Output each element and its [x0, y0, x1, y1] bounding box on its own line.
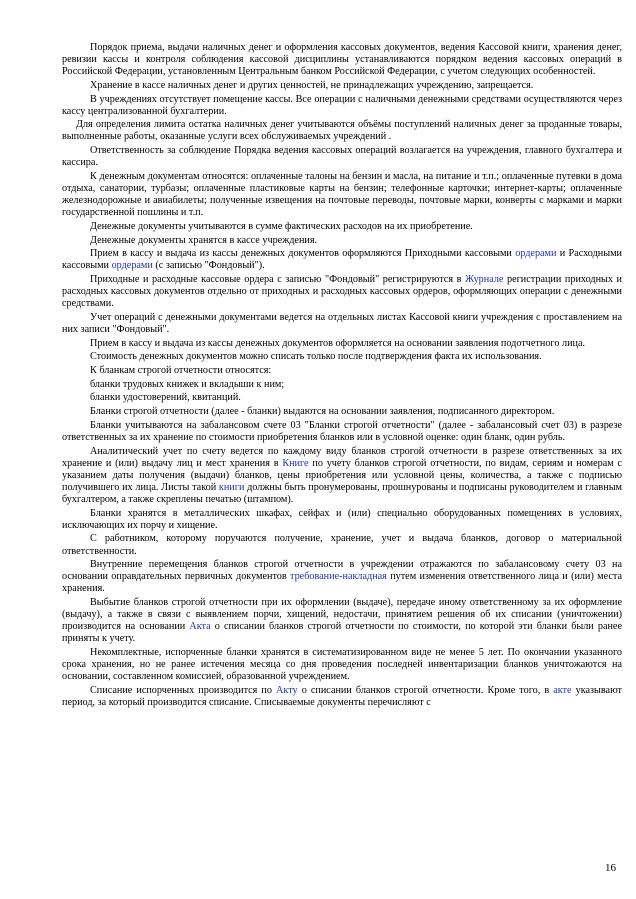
paragraph-off-balance-account: Бланки учитываются на забалансовом счете 03 "Бланки строгой отчетности" (далее - забалансовый счет 03) в разрезе ответственных за их хранение по стоимости приобретения бланков или в условной оценке: один бланк, один рубль. [62, 419, 622, 443]
page-number: 16 [605, 862, 616, 874]
document-body [62, 42, 622, 709]
text-fragment: указывают период, за который производится списание. Списываемые документы перечисляют с [62, 684, 623, 709]
link-act[interactable]: Акта [189, 621, 211, 633]
text-fragment: о списании бланков строгой отчетности. Кроме того, в [297, 684, 554, 696]
link-expense-orders[interactable]: ордерами [111, 260, 153, 272]
text-fragment: о списании бланков строгой отчетности по стоимости, по которой эти бланки были ранее приняты к учету. [62, 621, 622, 645]
link-receipt-orders[interactable]: ордерами [515, 248, 557, 260]
text-fragment: Внутренние перемещения бланков строгой отчетности в учреждении отражаются по забалансовому счету 03 на основании оправдательных первичных документов [62, 559, 622, 583]
paragraph-responsibility: Ответственность за соблюдение Порядка ведения кассовых операций возлагается на учреждения, главного бухгалтера и кассира. [62, 145, 622, 169]
paragraph-forms-storage: Бланки хранятся в металлических шкафах, сейфах и (или) специально оборудованных помещениях в условиях, исключающих их порчу и хищение. [62, 507, 622, 531]
paragraph-money-documents-storage: Денежные документы хранятся в кассе учреждения. [90, 234, 318, 246]
paragraph-cash-book-sheets: Учет операций с денежными документами ведется на отдельных листах Кассовой книги учреждения с проставлением на них записи "Фондовый". [62, 311, 622, 335]
text-fragment: Списание испорченных производится по [90, 684, 277, 696]
link-book[interactable]: книги [218, 481, 245, 493]
paragraph-strict-forms-intro: К бланкам строгой отчетности относятся: [90, 365, 272, 377]
paragraph-internal-transfers [62, 559, 622, 595]
link-write-off-act[interactable]: Акту [276, 684, 298, 696]
text-fragment: (с записью "Фондовый"). [152, 260, 265, 272]
text-fragment: Выбытие бланков строгой отчетности при их оформлении (выдаче), передаче иному ответственному за их оформление (выдачу), а также в связи с выявлением порчи, хищений, недостачи, принятием решения об их списании (уничтожении) производится на основании [62, 597, 622, 633]
paragraph-no-cash-room: В учреждениях отсутствует помещение кассы. Все операции с наличными денежными средствами осуществляются через кассу централизованной бухгалтерии. [62, 93, 622, 117]
paragraph-forms-issuance: Бланки строгой отчетности (далее - бланки) выдаются на основании заявления, подписанного директором. [90, 406, 555, 418]
link-requisition-invoice[interactable]: требование-накладная [290, 571, 387, 583]
list-item-work-books: бланки трудовых книжек и вкладыши к ним; [90, 378, 285, 390]
paragraph-cash-procedure: Порядок приема, выдачи наличных денег и оформления кассовых документов, ведения Кассовой книги, хранения денег, ревизии кассы и контроля соблюдения кассовой дисциплины устанавливаются порядком ведения кассовых операций в Российской Федерации, установленным Центральным банком Российской Федерации, с учетом следующих особенностей. [62, 42, 622, 78]
paragraph-damaged-forms: Некомплектные, испорченные бланки хранятся в систематизированном виде не менее 5 лет. По окончании указанного срока хранения, но не ранее истечения месяца со дня проведения последней инвентаризации бланков уничтожаются на основании, составленном комиссией, образованной учреждением. [62, 647, 622, 683]
paragraph-money-documents-list: К денежным документам относятся: оплаченные талоны на бензин и масла, на питание и т.п.; оплаченные путевки в дома отдыха, санатории, турбазы; оплаченные пластиковые карты на бензин; телефонные карточки; интернет-карты; оплаченные железнодорожные и авиабилеты; полученные извещения на почтовые переводы, почтовые марки, конверты с марками и марки государственной пошлины и т.п. [62, 170, 622, 219]
paragraph-cash-limit: Для определения лимита остатка наличных денег учитываются объёмы поступлений наличных денег за проданные товары, выполненные работы, оказанные услуги всех обслуживаемых учреждений . [62, 119, 622, 143]
text-fragment: Прием в кассу и выдача из кассы денежных документов оформляются Приходными кассовыми [90, 248, 516, 260]
link-journal[interactable]: Журнале [464, 274, 504, 286]
paragraph-orders-journal [62, 274, 622, 310]
text-fragment: Аналитический учет по счету ведется по каждому виду бланков строгой отчетности в разрезе ответственных за их хранение и (или) выдачу лиц и мест хранения в [62, 445, 622, 469]
link-forms-book[interactable]: Книге [282, 457, 309, 469]
text-fragment: по учету бланков строгой отчетности, по видам, сериям и номерам с указанием даты получения (выдачи) бланков, цены приобретения или условной цены, количества, а также с подписью получившего их лица. Листы такой [62, 457, 622, 493]
paragraph-write-off-act [62, 685, 622, 709]
paragraph-write-off-cost: Стоимость денежных документов можно списать только после подтверждения факта их использования. [90, 351, 542, 363]
paragraph-accountable-person: Прием в кассу и выдача из кассы денежных документов оформляется на основании заявления подотчетного лица. [90, 337, 586, 349]
text-fragment: должны быть пронумерованы, прошнурованы и подписаны руководителем и главным бухгалтером, а также скреплены печатью (штампом). [62, 481, 622, 505]
paragraph-forms-disposal [62, 597, 622, 645]
list-item-certificates: бланки удостоверений, квитанций. [90, 392, 241, 404]
link-act-lowercase[interactable]: акте [553, 684, 572, 696]
text-fragment: регистрации приходных и расходных кассовых документов отдельно от приходных и расходных кассовых ордеров, оформляющих операции с денежными средствами. [62, 274, 622, 310]
paragraph-liability-contract: С работником, которому поручаются получение, хранение, учет и выдача бланков, договор о материальной ответственности. [62, 533, 622, 557]
paragraph-cash-orders [62, 248, 622, 272]
paragraph-money-documents-accounting: Денежные документы учитываются в сумме фактических расходов на их приобретение. [90, 220, 473, 232]
text-fragment: и Расходными кассовыми [62, 248, 622, 272]
paragraph-analytical-accounting [62, 446, 622, 506]
text-fragment: Приходные и расходные кассовые ордера с записью "Фондовый" регистрируются в [90, 274, 465, 286]
paragraph-third-party-values: Хранение в кассе наличных денег и других ценностей, не принадлежащих учреждению, запрещается. [90, 79, 534, 91]
text-fragment: путем изменения ответственного лица и (или) места хранения. [62, 571, 623, 595]
